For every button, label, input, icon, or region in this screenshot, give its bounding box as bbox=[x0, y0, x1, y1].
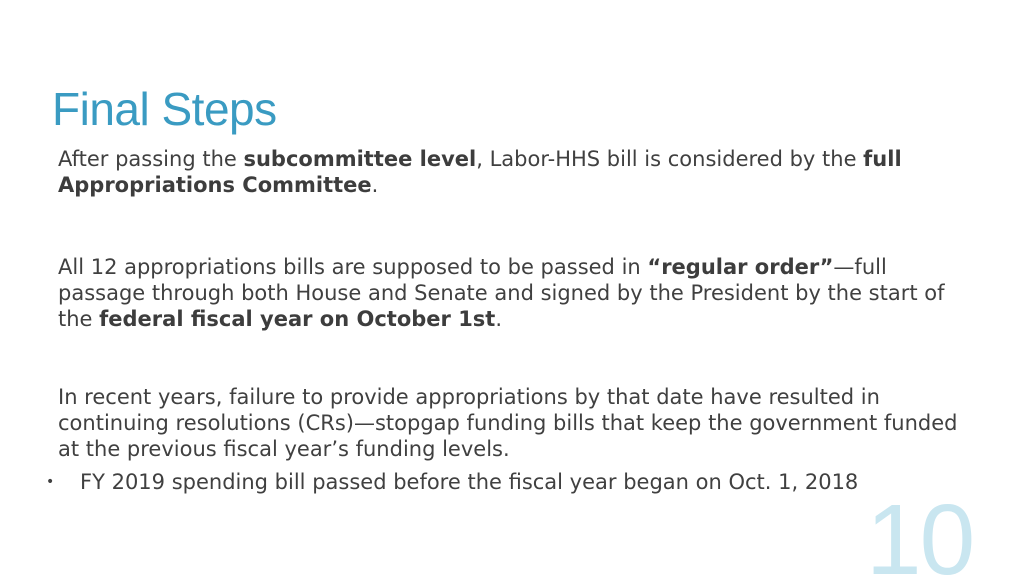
bullet-text: FY 2019 spending bill passed before the fiscal year began on Oct. 1, 2018 bbox=[80, 470, 859, 494]
slide-title: Final Steps bbox=[52, 83, 277, 135]
paragraph-text: After passing the bbox=[58, 147, 244, 171]
paragraph-text: . bbox=[371, 173, 379, 197]
paragraph-text: —full passage through both House and Senate and signed by the President by the start of the bbox=[58, 255, 945, 331]
paragraph-text: In recent years, failure to provide appropriations by that date have resulted in continuing resolutions (CRs)—stopgap funding bills that keep the government funded at the previous fiscal year’s funding levels. bbox=[58, 385, 958, 461]
bold-regular-order: “regular order” bbox=[647, 255, 834, 279]
bold-full-committee: full Appropriations Committee bbox=[58, 147, 902, 197]
bold-fiscal-year: federal fiscal year on October 1st bbox=[99, 307, 496, 331]
slide-number: 10 bbox=[866, 484, 974, 576]
paragraph-text: . bbox=[495, 307, 503, 331]
bullet-item-fy2019 bbox=[44, 469, 944, 495]
paragraph-continuing-resolutions bbox=[58, 384, 958, 462]
bullet-marker: • bbox=[46, 474, 55, 490]
paragraph-text: All 12 appropriations bills are supposed to be passed in bbox=[58, 255, 648, 279]
paragraph-subcommittee bbox=[58, 146, 958, 198]
paragraph-regular-order bbox=[58, 254, 958, 332]
paragraph-text: , Labor-HHS bill is considered by the bbox=[476, 147, 864, 171]
bold-subcommittee-level: subcommittee level bbox=[243, 147, 477, 171]
